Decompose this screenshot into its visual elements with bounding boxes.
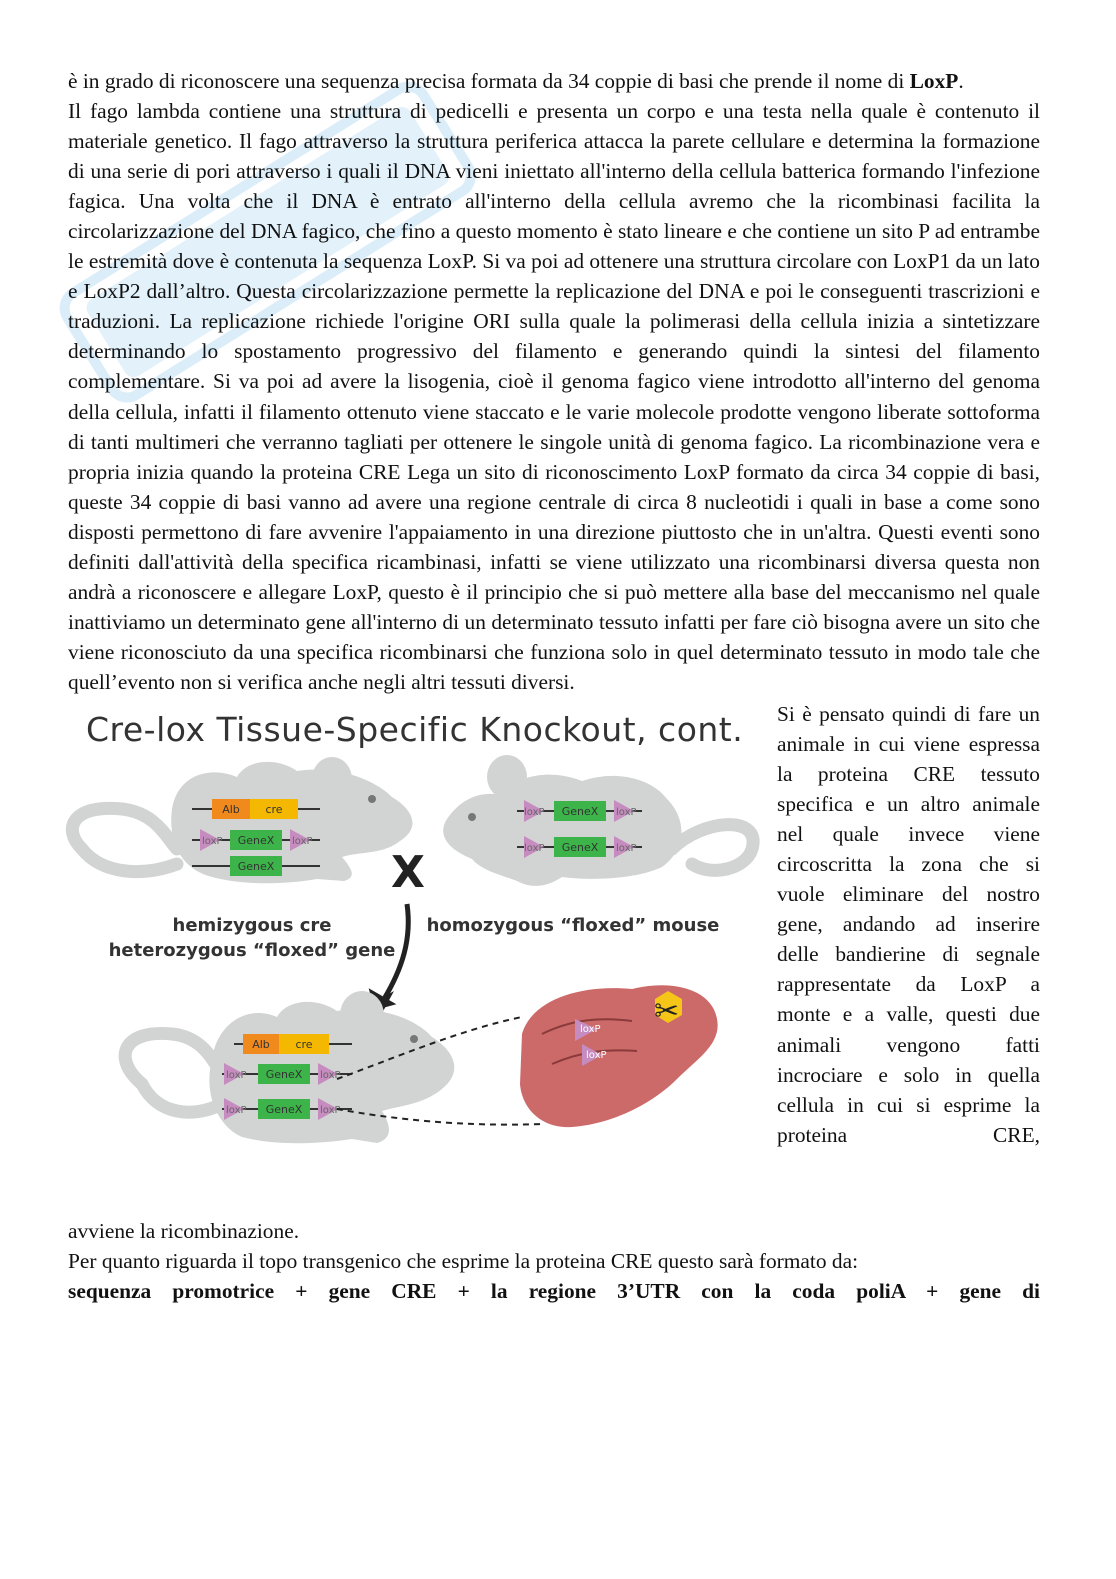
paragraph-continuation: avviene la ricombinazione.: [68, 1218, 300, 1243]
svg-text:loxP: loxP: [320, 1104, 341, 1116]
loxp-bold: LoxP: [909, 69, 959, 93]
svg-text:loxP: loxP: [524, 842, 545, 854]
figure-with-side-text: [68, 699, 1040, 1224]
label-homozygous: homozygous “floxed” mouse: [426, 914, 720, 936]
svg-text:loxP: loxP: [586, 1049, 607, 1061]
svg-text:cre: cre: [265, 802, 283, 816]
svg-text:Alb: Alb: [252, 1037, 270, 1051]
paragraph-2: Il fago lambda contiene una struttura di pedicelli e presenta un corpo e una testa nella quale è contenuto il materiale genetico. Il fago attraverso la struttura periferica attacca la parete cellulare e determina la formazione di una serie di pori attraverso i quali il DNA vieni iniettato all'interno della cellula batterica formando l'infezione fagica. Una volta che il DNA è entrato all'interno della cellula avremo che la ricombinasi facilita la circolarizzazione del DNA fagico, che fino a questo momento è stato lineare e che contiene un sito P ad entrambe le estremità dove è contenuta la sequenza LoxP. Si va poi ad ottenere una struttura circolare con LoxP1 da un lato e LoxP2 dall’altro. Questa circolarizzazione permette la replicazione del DNA e poi le conseguenti trascrizioni e traduzioni. La replicazione richiede l'origine ORI sulla quale la polimerasi della cellula inizia a sintetizzare determinando lo spostamento progressivo del filamento e generando quindi la sintesi del filamento complementare. Si va poi ad avere la lisogenia, cioè il genoma fagico viene introdotto all'interno del genoma della cellula, infatti il filamento ottenuto viene staccato e le varie molecole prodotte vengono liberate sottoforma di tanti multimeri che verranno tagliati per ottenere le singole unità di genoma fagico. La ricombinazione vera e propria inizia quando la proteina CRE Lega un sito di riconoscimento LoxP formato da circa 34 coppie di basi, queste 34 coppie di basi vanno ad avere una regione centrale di circa 8 nucleotidi i quali in base a come sono disposti permettono di fare avvenire l'appaiamento in una direzione piuttosto che in un'altra. Questi eventi sono definiti dall'attività della specifica ricambinasi, infatti se viene utilizzato una ricombinarsi diversa questa non andrà a riconoscere e allegare LoxP, questo è il principio che si può mettere alla base del meccanismo nel quale inattiviamo un determinato gene all'interno di un determinato tessuto infatti per fare ciò bisogna avere un sito che viene riconosciuto da una specifica ricombinarsi che funziona solo in quel determinato tessuto in modo tale che quell’evento non si verifica anche negli altri tessuti diversi.: [68, 99, 1040, 694]
svg-text:Alb: Alb: [222, 802, 240, 816]
cre-lox-figure: [62, 699, 760, 1224]
svg-text:loxP: loxP: [226, 1104, 247, 1116]
svg-text:loxP: loxP: [202, 835, 223, 847]
svg-text:loxP: loxP: [616, 842, 637, 854]
svg-text:GeneX: GeneX: [237, 833, 275, 847]
svg-text:GeneX: GeneX: [561, 840, 599, 854]
cross-symbol: X: [391, 846, 425, 898]
paragraph-5-bold: sequenza promotrice + gene CRE + la regione 3’UTR con la coda poliA + gene di: [68, 1279, 1040, 1304]
label-heterozygous: heterozygous “floxed” gene: [108, 939, 396, 961]
svg-text:loxP: loxP: [320, 1069, 341, 1081]
side-column: [777, 699, 1040, 1150]
svg-text:loxP: loxP: [524, 806, 545, 818]
svg-text:loxP: loxP: [580, 1023, 601, 1035]
svg-text:GeneX: GeneX: [561, 804, 599, 818]
paragraph-1: è in grado di riconoscere una sequenza precisa formata da 34 coppie di basi che prende il nome di LoxP.: [68, 69, 964, 93]
svg-text:cre: cre: [295, 1037, 313, 1051]
label-hemizygous: hemizygous cre: [172, 914, 332, 936]
svg-text:GeneX: GeneX: [265, 1102, 303, 1116]
side-paragraph: Si è pensato quindi di fare un animale in cui viene espressa la proteina CRE tessuto specifica e un altro animale nel quale invece viene circoscritta la zona che si vuole eliminare del nostro gene, andando ad inserire delle bandierine di segnale rappresentate da LoxP a monte e a valle, questi due animali vengono fatti incrociare e solo in quella cellula in cui si esprime la proteina CRE,: [777, 701, 1040, 1147]
svg-text:loxP: loxP: [226, 1069, 247, 1081]
svg-text:GeneX: GeneX: [265, 1067, 303, 1081]
figure-title: Cre-lox Tissue-Specific Knockout, cont.: [86, 709, 744, 749]
svg-text:loxP: loxP: [616, 806, 637, 818]
page-content: [68, 66, 1040, 1306]
svg-text:GeneX: GeneX: [237, 859, 275, 873]
svg-text:loxP: loxP: [292, 835, 313, 847]
scissors-icon: ✂: [654, 993, 680, 1029]
paragraph-4: Per quanto riguarda il topo transgenico che esprime la proteina CRE questo sarà formato da:: [68, 1249, 859, 1274]
liver: [520, 985, 718, 1127]
